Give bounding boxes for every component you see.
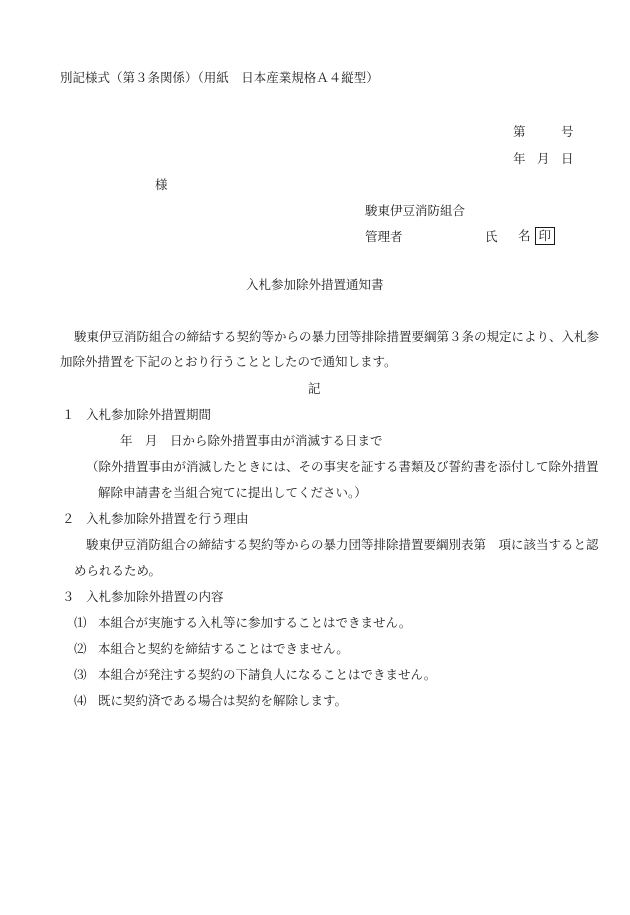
date-tsuki: 月: [537, 151, 550, 166]
seal-stamp: 印: [535, 227, 556, 245]
section-1-period: 年 月 日から除外措置事由が消滅する日まで: [120, 433, 383, 448]
sender-name-mei: 名: [518, 228, 531, 243]
list-item: 本組合が実施する入札等に参加することはできません。: [98, 615, 412, 630]
sender-role: 管理者: [365, 229, 403, 244]
number-label-go: 号: [561, 124, 574, 139]
list-item-number: ⑵: [74, 641, 87, 656]
addressee-sama: 様: [155, 177, 168, 192]
list-item-number: ⑴: [74, 615, 87, 630]
document-title: 入札参加除外措置通知書: [246, 277, 384, 292]
list-item: 本組合と契約を締結することはできません。: [98, 641, 349, 656]
sender-name-shi: 氏: [485, 229, 498, 244]
section-2-line-2: められるため。: [74, 563, 162, 578]
list-item: 既に契約済である場合は契約を解除します。: [98, 693, 348, 708]
sender-name-mei-group: [518, 227, 555, 245]
sender-org: 駿東伊豆消防組合: [365, 203, 466, 218]
date-nen: 年: [513, 151, 526, 166]
intro-line-2: 加除外措置を下記のとおり行うこととしたので通知します。: [60, 354, 397, 369]
form-note: 別記様式（第３条関係）（用紙 日本産業規格Ａ４縦型）: [60, 70, 379, 85]
section-3-heading: 入札参加除外措置の内容: [86, 589, 224, 604]
date-hi: 日: [561, 151, 574, 166]
list-item-number: ⑶: [74, 667, 87, 682]
section-2-number: ２: [62, 511, 75, 526]
section-1-heading: 入札参加除外措置期間: [86, 407, 212, 422]
list-item-number: ⑷: [74, 693, 87, 708]
section-1-note-line-2: 解除申請書を当組合宛てに提出してください。）: [98, 485, 367, 500]
list-item: 本組合が発注する契約の下請負人になることはできません。: [98, 667, 437, 682]
intro-line-1: 駿東伊豆消防組合の締結する契約等からの暴力団等排除措置要綱第３条の規定により、入札参: [74, 329, 600, 344]
section-2-heading: 入札参加除外措置を行う理由: [86, 511, 249, 526]
number-label-dai: 第: [513, 124, 526, 139]
section-1-note-line-1: （除外措置事由が消滅したときには、その事実を証する書類及び誓約書を添付して除外措置: [86, 459, 599, 474]
section-1-number: １: [62, 407, 75, 422]
ki-label: 記: [308, 381, 321, 396]
section-3-number: ３: [62, 589, 75, 604]
section-2-line-1: 駿東伊豆消防組合の締結する契約等からの暴力団等排除措置要綱別表第 項に該当すると認: [86, 537, 599, 552]
